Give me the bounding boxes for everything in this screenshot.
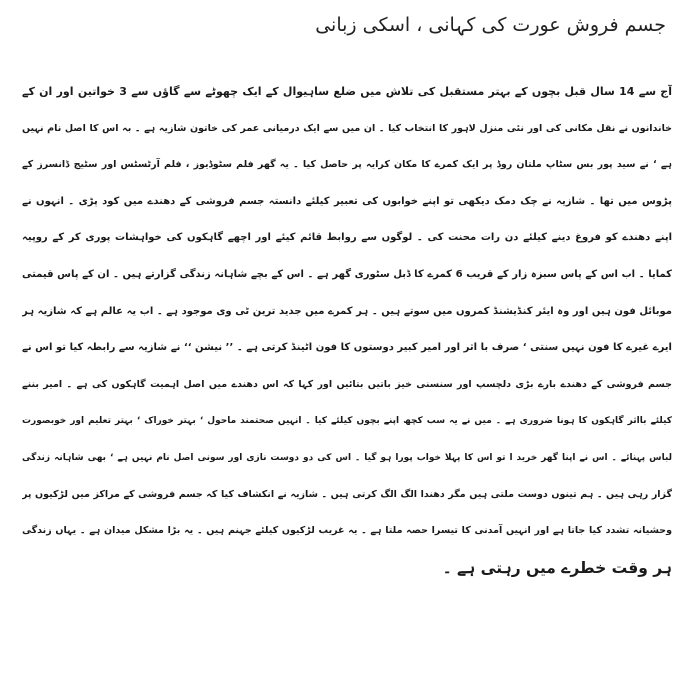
body-line-2: خاندانوں نے نقل مکانی کی اور نئی منزل لاہور کا انتخاب کیا ۔ ان میں سے ایک درمیانی عمر کی خاتون شازیہ ہے ۔ بہ اس کا اصل نام نہیں: [22, 122, 672, 134]
body-line-11: لباس پہنائے ۔ اس نے اپنا گھر خرید ا تو اس کا پہلا خواب پورا ہو گیا ۔ اس کی دو دوست نازی اور سونی اصل نام نہیں ہے ‘ بھی شاہانہ زندگی: [22, 452, 672, 463]
article-title: جسم فروش عورت کی کہانی ، اسکی زبانی: [315, 14, 666, 36]
body-line-7: موبائل فون ہیں اور وہ ایئر کنڈیشنڈ کمروں میں سوتے ہیں ۔ ہر کمرے میں جدید ترین ٹی وی موجود ہے ۔ اب یہ عالم ہے کہ شازیہ ہر: [22, 305, 672, 317]
body-line-9: جسم فروشی کے دھندے بارے بڑی دلچسپ اور سنسنی خیز باتیں بتائیں اور کہا کہ اس دھندے میں اصل اہمیت گاہکوں کی ہے ۔ امیر بننے: [22, 378, 672, 390]
body-line-4: پڑوس میں تھا ۔ شازیہ نے چک دمک دیکھی تو اپنے خوابوں کی تعبیر کیلئے دانستہ جسم فروشی کے دھندے میں کود پڑی ۔ انہوں نے: [22, 195, 672, 207]
article-body: [22, 74, 672, 586]
body-line-12: گزار رہی ہیں ۔ ہم تینوں دوست ملتی ہیں مگر دھندا الگ الگ کرتی ہیں ۔ شازیہ نے انکشاف کیا کہ جسم فروشی کے مراکز میں لڑکیوں پر: [22, 488, 672, 500]
body-line-14: ہر وقت خطرے میں رہتی ہے ۔: [442, 558, 672, 577]
body-line-5: اپنے دھندے کو فروغ دینے کیلئے دن رات محنت کی ۔ لوگوں سے روابط قائم کیئے اور اچھے گاہکوں کی خواہشات پوری کر کے روپیہ: [22, 232, 672, 244]
body-line-10: کیلئے بااثر گاہکوں کا ہونا ضروری ہے ۔ میں نے یہ سب کچھ اپنے بچوں کیلئے کیا ۔ انہیں صحتمند ماحول ‘ بہتر خوراک ‘ بہتر تعلیم اور خوبصورت: [22, 416, 672, 427]
body-line-13: وحشیانہ تشدد کیا جاتا ہے اور انہیں آمدنی کا تیسرا حصہ ملتا ہے ۔ یہ غریب لڑکیوں کیلئے جہنم ہیں ۔ یہ بڑا مشکل میدان ہے ۔ یہاں زندگی: [22, 525, 672, 537]
body-line-3: ہے ‘ نے سید پور بس سٹاپ ملتان روڈ پر ایک کمرے کا مکان کرایہ پر حاصل کیا ۔ یہ گھر فلم سٹوڈیوز ، فلم آرٹسٹس اور سٹیج ڈانسرز کے: [22, 159, 672, 171]
body-line-8: ایرے غیرے کا فون نہیں سنتی ‘ صرف با اثر اور امیر کبیر دوستوں کا فون اٹینڈ کرتی ہے ۔ ’’ نیشن ‘‘ نے شازیہ سے رابطہ کیا تو اس نے: [22, 342, 672, 354]
body-line-6: کمایا ۔ اب اس کے پاس سبزہ زار کے قریب 6 کمرے کا ڈبل سٹوری گھر ہے ۔ اس کے بچے شاہانہ زندگی گزارتے ہیں ۔ ان کے پاس قیمتی: [22, 268, 672, 280]
body-line-1: آج سے 14 سال قبل بچوں کے بہتر مستقبل کی تلاش میں ضلع ساہیوال کے ایک چھوٹے سے گاؤں سے 3 خواتین اور ان کے: [22, 85, 672, 98]
